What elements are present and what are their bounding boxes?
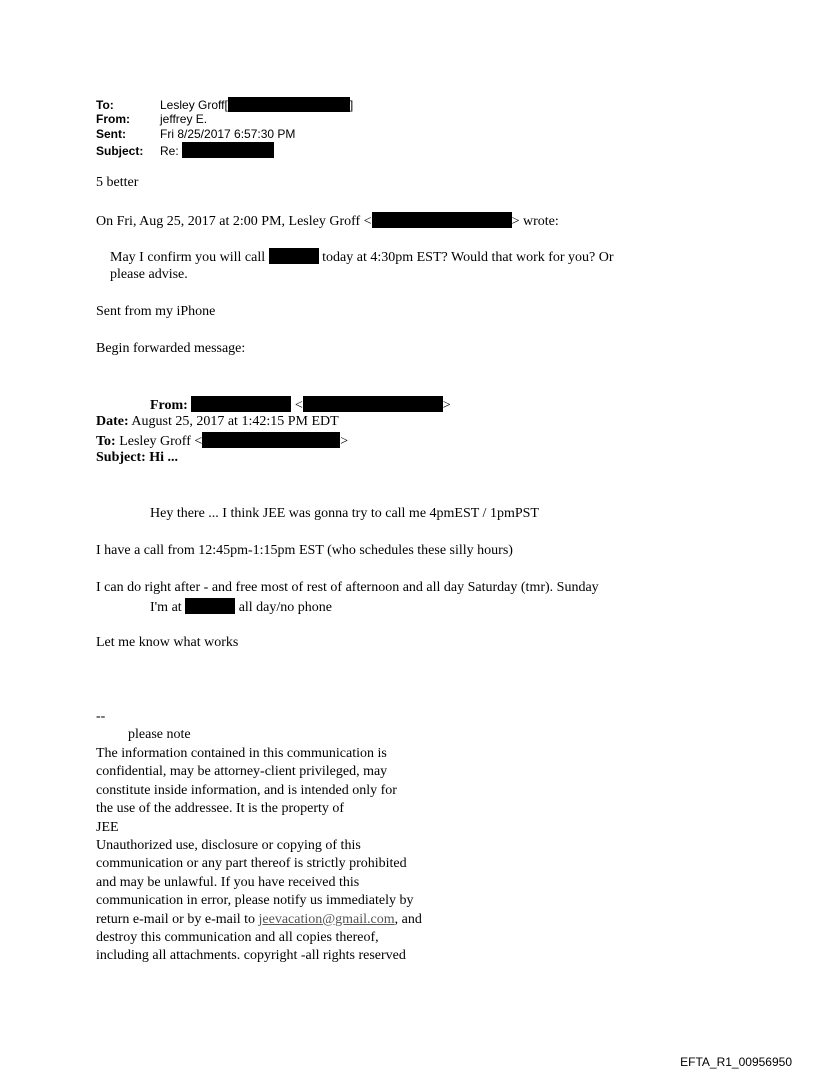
- disclaimer-line: including all attachments. copyright -all rights reserved: [96, 948, 406, 964]
- signature-dashes: --: [96, 709, 106, 724]
- redaction-box: [185, 598, 235, 614]
- quoted-line-1a: May I confirm you will call: [110, 250, 266, 265]
- forwarded-date-row: [96, 414, 339, 430]
- disclaimer-line: constitute inside information, and is intended only for: [96, 782, 397, 798]
- disclaimer-email-before: return e-mail or by e-mail to: [96, 911, 259, 927]
- subject-label: Subject:: [96, 144, 144, 158]
- disclaimer-line: The information contained in this communication is: [96, 746, 387, 761]
- forwarded-to-gt: >: [340, 434, 349, 449]
- forwarded-line-5: Let me know what works: [96, 635, 239, 650]
- signature-note: please note: [128, 727, 191, 742]
- quote-intro-before: On Fri, Aug 25, 2017 at 2:00 PM, Lesley Groff <: [96, 214, 372, 229]
- header-sent-row: [96, 127, 295, 141]
- header-to-row: [96, 97, 353, 112]
- quoted-line-1b: today at 4:30pm EST? Would that work for you? Or: [322, 250, 614, 265]
- disclaimer-line: confidential, may be attorney-client privileged, may: [96, 764, 388, 780]
- forwarded-line-4a: I'm at: [150, 600, 182, 615]
- redaction-box: [303, 396, 443, 412]
- forwarded-line-2: I have a call from 12:45pm-1:15pm EST (who schedules these silly hours): [96, 543, 513, 558]
- from-value: jeffrey E.: [160, 112, 208, 126]
- forwarded-line-4: [150, 598, 332, 616]
- from-label: From:: [96, 112, 130, 126]
- quote-intro: [96, 212, 559, 230]
- forwarded-line-3: I can do right after - and free most of rest of afternoon and all day Saturday (tmr). Sunday: [96, 580, 599, 595]
- subject-value: Re:: [160, 144, 179, 158]
- forwarded-from-lt: <: [294, 398, 303, 413]
- quoted-line-1: [110, 248, 614, 266]
- disclaimer-line-email: [96, 911, 422, 929]
- disclaimer-line: Unauthorized use, disclosure or copying of this: [96, 838, 361, 854]
- disclaimer-line: communication or any part thereof is strictly prohibited: [96, 856, 407, 872]
- quote-intro-after: > wrote:: [511, 214, 559, 229]
- redaction-box: [269, 248, 319, 264]
- disclaimer-line: communication in error, please notify us immediately by: [96, 893, 414, 909]
- disclaimer-line: and may be unlawful. If you have received this: [96, 874, 360, 890]
- forwarded-from-gt: >: [442, 398, 451, 413]
- forwarded-line-1: Hey there ... I think JEE was gonna try to call me 4pmEST / 1pmPST: [150, 506, 539, 521]
- header-subject-row: [96, 142, 274, 158]
- disclaimer-line: the use of the addressee. It is the property of: [96, 801, 345, 817]
- redaction-box: [228, 97, 350, 112]
- document-id: EFTA_R1_00956950: [680, 1055, 792, 1069]
- redaction-box: [202, 432, 340, 448]
- forwarded-to-label: To:: [96, 434, 116, 449]
- quoted-line-2: please advise.: [110, 267, 188, 282]
- redaction-box: [182, 142, 274, 158]
- header-from-row: [96, 112, 207, 126]
- forwarded-date-label: Date:: [96, 414, 129, 429]
- forwarded-subject-label: Subject:: [96, 450, 146, 465]
- forwarded-subject-value: Hi ...: [149, 450, 179, 465]
- email-link[interactable]: jeevacation@gmail.com: [258, 911, 395, 927]
- sent-from-text: Sent from my iPhone: [96, 304, 216, 319]
- disclaimer-line: JEE: [96, 819, 119, 835]
- forwarded-from-row: [150, 396, 451, 414]
- signature-disclaimer: [96, 745, 422, 966]
- disclaimer-email-after: , and: [394, 911, 422, 927]
- forwarded-to-row: [96, 432, 348, 450]
- to-label: To:: [96, 98, 114, 112]
- forwarded-line-4b: all day/no phone: [238, 600, 332, 615]
- to-close: ]: [349, 98, 354, 112]
- forwarded-date-value: August 25, 2017 at 1:42:15 PM EDT: [131, 414, 339, 429]
- to-value: Lesley Groff[: [160, 98, 228, 112]
- sent-label: Sent:: [96, 127, 126, 141]
- forwarded-subject-row: [96, 450, 178, 466]
- redaction-box: [372, 212, 512, 228]
- reply-text: 5 better: [96, 175, 139, 190]
- disclaimer-line: destroy this communication and all copies thereof,: [96, 930, 379, 946]
- forwarded-from-label: From:: [150, 398, 188, 413]
- redaction-box: [191, 396, 291, 412]
- begin-forward-text: Begin forwarded message:: [96, 341, 246, 356]
- sent-value: Fri 8/25/2017 6:57:30 PM: [160, 127, 296, 141]
- forwarded-to-value: Lesley Groff <: [119, 434, 203, 449]
